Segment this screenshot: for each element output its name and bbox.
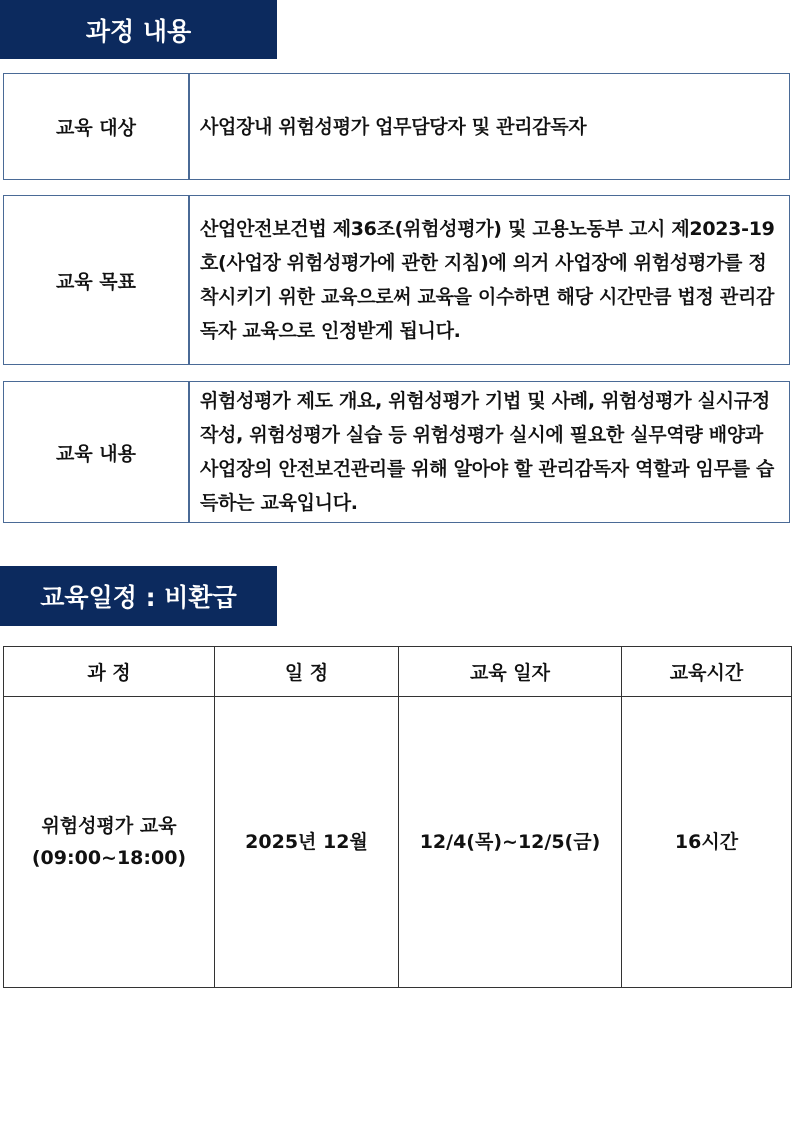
schedule-table: [3, 646, 792, 988]
info-label: 교육 대상: [4, 74, 190, 179]
cell-course: [4, 697, 215, 988]
course-time: (09:00~18:00): [31, 847, 187, 869]
section-title-schedule: 교육일정 : 비환급: [0, 566, 277, 626]
header-dates: 교육 일자: [399, 647, 622, 697]
header-hours: 교육시간: [622, 647, 792, 697]
table-row: [4, 697, 792, 988]
info-label: 교육 목표: [4, 196, 190, 364]
info-value: 위험성평가 제도 개요, 위험성평가 기법 및 사례, 위험성평가 실시규정 작성, 위험성평가 실습 등 위험성평가 실시에 필요한 실무역량 배양과 사업장의 안전보건관리를 위해 알아야 할 관리감독자 역할과 임무를 습득하는 교육입니다.: [200, 390, 775, 514]
schedule-header-row: [4, 647, 792, 697]
info-row-target: [3, 73, 790, 180]
info-value: 사업장내 위험성평가 업무담당자 및 관리감독자: [200, 115, 587, 138]
cell-dates: 12/4(목)~12/5(금): [399, 697, 622, 988]
header-period: 일 정: [215, 647, 399, 697]
section-title-course-content: 과정 내용: [0, 0, 277, 59]
info-value: 산업안전보건법 제36조(위험성평가) 및 고용노동부 고시 제2023-19호(사업장 위험성평가에 관한 지침)에 의거 사업장에 위험성평가를 정착시키기 위한 교육으로써 교육을 이수하면 해당 시간만큼 법정 관리감독자 교육으로 인정받게 됩니다.: [200, 218, 775, 342]
info-label: 교육 내용: [4, 382, 190, 522]
course-name: 위험성평가 교육: [41, 815, 177, 837]
info-row-goal: [3, 195, 790, 365]
cell-hours: 16시간: [622, 697, 792, 988]
cell-period: 2025년 12월: [215, 697, 399, 988]
info-row-content: [3, 381, 790, 523]
header-course: 과 정: [4, 647, 215, 697]
